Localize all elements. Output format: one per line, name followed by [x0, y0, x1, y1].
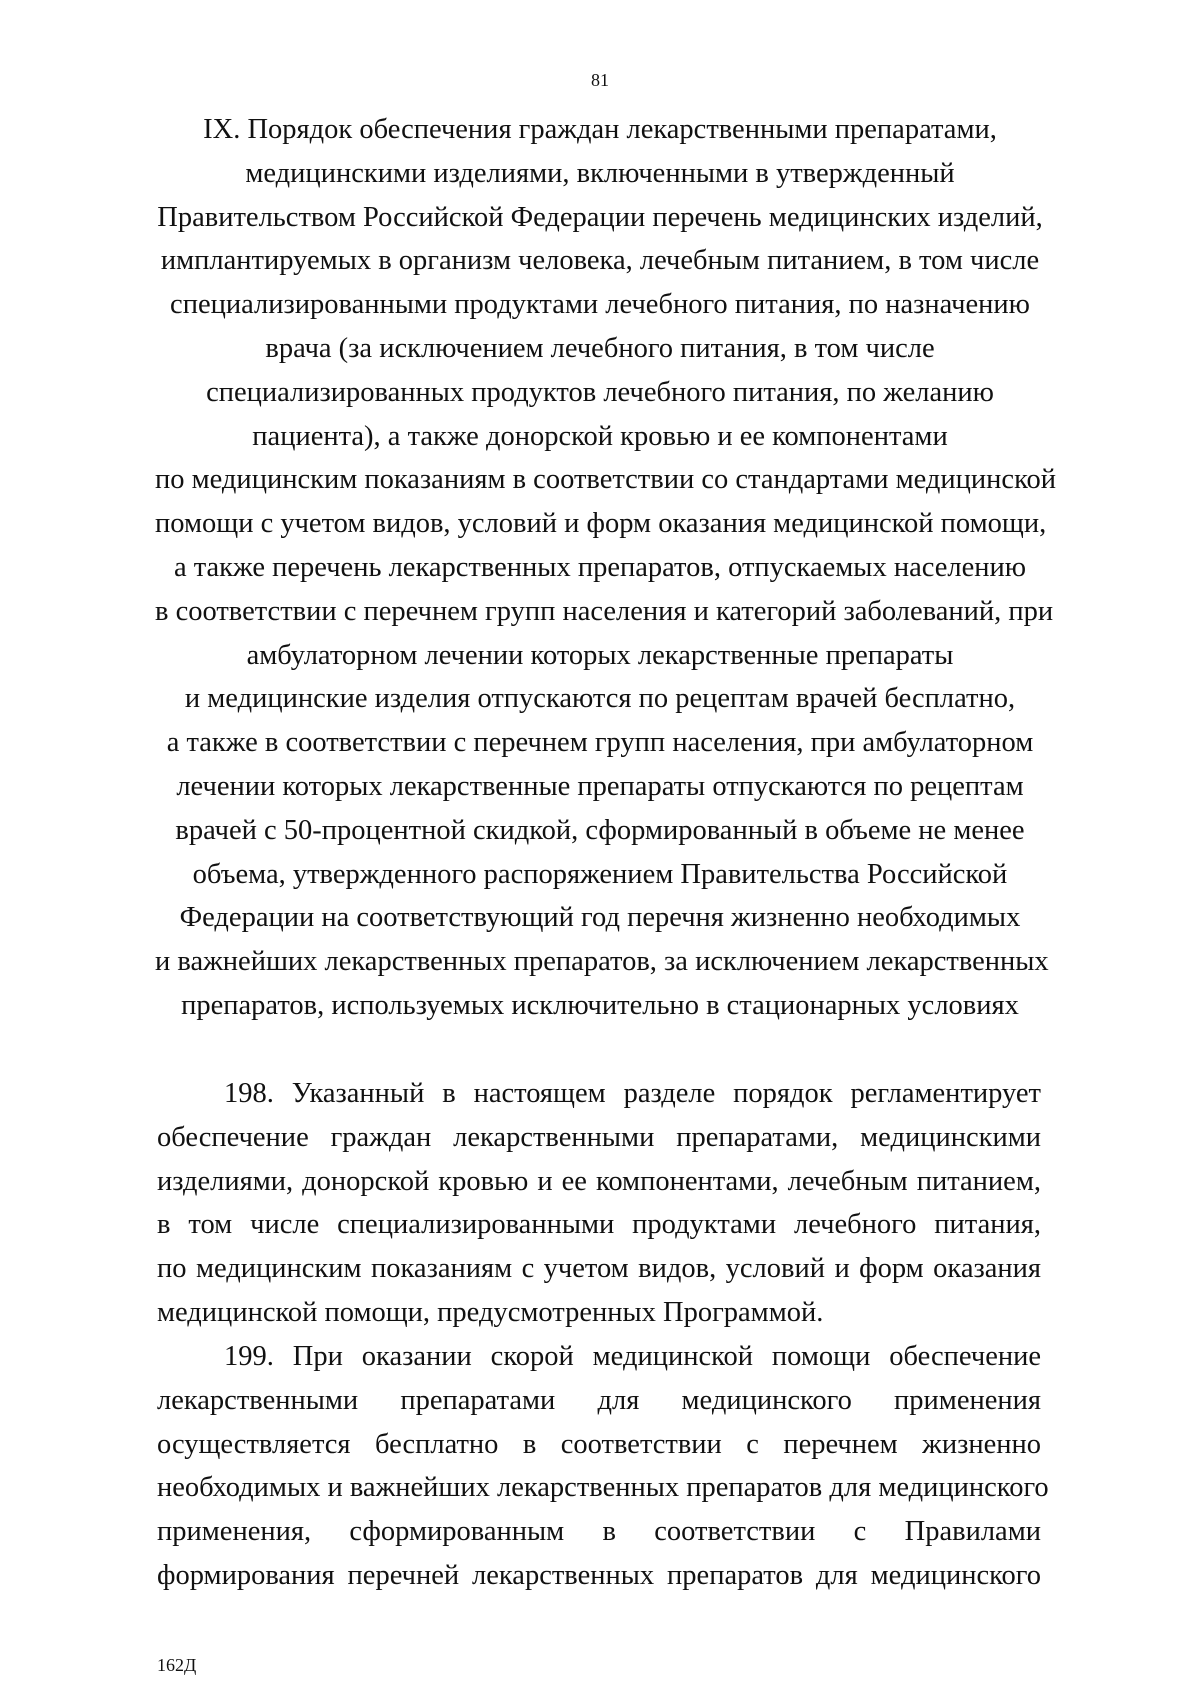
paragraph-line: изделиями, донорской кровью и ее компонентами, лечебным питанием,	[157, 1165, 1041, 1197]
section-heading	[155, 108, 1056, 1028]
heading-line: врача (за исключением лечебного питания, в том числе	[265, 332, 935, 364]
heading-line: и медицинские изделия отпускаются по рецептам врачей бесплатно,	[184, 683, 1016, 715]
paragraph-line: формирования перечней лекарственных препаратов для медицинского	[157, 1559, 1041, 1591]
paragraph-line: медицинской помощи, предусмотренных Программой.	[157, 1296, 824, 1328]
heading-line: по медицинским показаниям в соответствии со стандартами медицинской	[155, 464, 1056, 496]
heading-line: препаратов, используемых исключительно в стационарных условиях	[181, 989, 1019, 1021]
heading-line: IX. Порядок обеспечения граждан лекарственными препаратами,	[203, 114, 997, 145]
heading-line: лечении которых лекарственные препараты отпускаются по рецептам	[176, 770, 1024, 802]
paragraph-line: необходимых и важнейших лекарственных препаратов для медицинского	[157, 1472, 1049, 1504]
heading-line: специализированных продуктов лечебного питания, по желанию	[206, 376, 994, 408]
paragraph-line: в том числе специализированными продуктами лечебного питания,	[157, 1209, 1041, 1241]
heading-line: Правительством Российской Федерации перечень медицинских изделий,	[157, 201, 1043, 233]
heading-line: объема, утвержденного распоряжением Правительства Российской	[192, 858, 1008, 890]
page-number: 81	[591, 70, 609, 90]
heading-line: пациента), а также донорской кровью и ее компонентами	[252, 420, 948, 452]
document-code: 162Д	[157, 1655, 197, 1675]
heading-line: имплантируемых в организм человека, лечебным питанием, в том числе	[160, 245, 1040, 277]
paragraph-199	[157, 1335, 1049, 1598]
paragraph-line: по медицинским показаниям с учетом видов, условий и форм оказания	[157, 1253, 1041, 1285]
heading-line: а также в соответствии с перечнем групп населения, при амбулаторном	[166, 727, 1034, 759]
paragraph-line: осуществляется бесплатно в соответствии с перечнем жизненно	[157, 1428, 1041, 1460]
paragraph-line: 199. При оказании скорой медицинской помощи обеспечение	[224, 1341, 1041, 1372]
paragraph-line: 198. Указанный в настоящем разделе порядок регламентирует	[224, 1078, 1041, 1109]
heading-line: в соответствии с перечнем групп населения и категорий заболеваний, при	[155, 595, 1054, 627]
paragraph-line: применения, сформированным в соответствии с Правилами	[157, 1516, 1041, 1548]
heading-line: а также перечень лекарственных препаратов, отпускаемых населению	[173, 551, 1027, 583]
heading-line: Федерации на соответствующий год перечня жизненно необходимых	[179, 902, 1021, 934]
heading-line: врачей с 50-процентной скидкой, сформированный в объеме не менее	[175, 814, 1025, 846]
heading-line: амбулаторном лечении которых лекарственные препараты	[246, 639, 954, 671]
paragraph-198	[157, 1072, 1041, 1335]
heading-line: медицинскими изделиями, включенными в утвержденный	[245, 157, 955, 189]
heading-line: помощи с учетом видов, условий и форм оказания медицинской помощи,	[155, 508, 1047, 540]
heading-line: и важнейших лекарственных препаратов, за исключением лекарственных	[155, 946, 1049, 978]
paragraph-line: лекарственными препаратами для медицинского применения	[157, 1384, 1041, 1416]
heading-line: специализированными продуктами лечебного питания, по назначению	[170, 289, 1030, 321]
paragraph-line: обеспечение граждан лекарственными препаратами, медицинскими	[157, 1121, 1041, 1153]
